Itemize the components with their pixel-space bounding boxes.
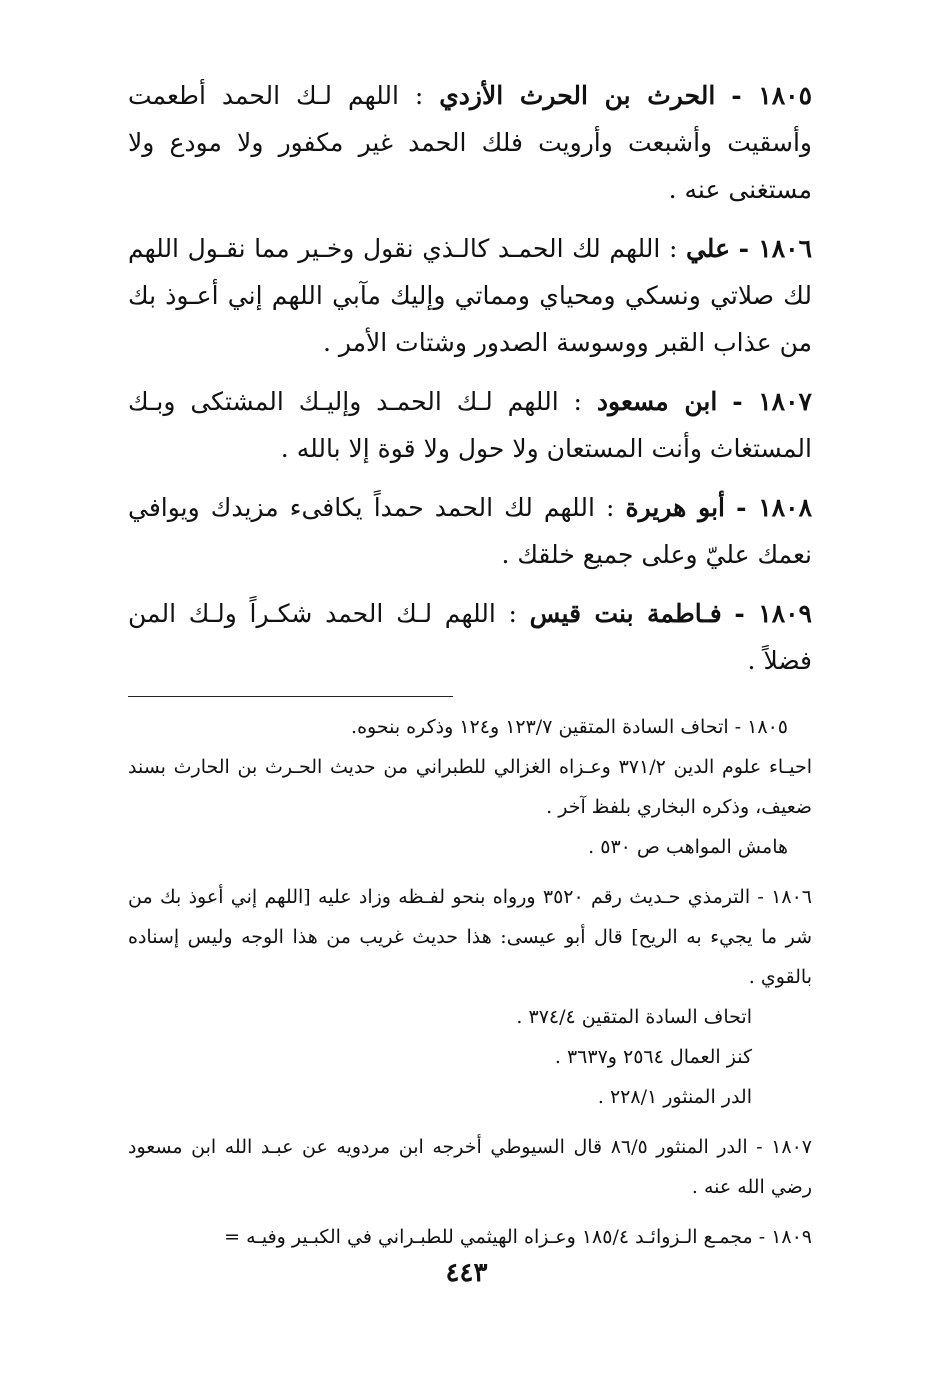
entry-narrator: علي: [685, 234, 730, 263]
entry-1807: [128, 378, 812, 472]
page-content: [128, 72, 812, 1267]
entry-text: : اللهم لـك الحمد أطعمت وأسقيت وأشبعت وأرويت فلك الحمد غير مكفور ولا مودع ولا مستغنى عنه .: [128, 81, 812, 204]
entry-1806: [128, 225, 812, 366]
footnote-line: الدر المنثور ٢٢٨/١ .: [597, 1086, 752, 1108]
footnote-line: ١٨٠٧ - الدر المنثور ٨٦/٥ قال السيوطي أخرجه ابن مردويه عن عبـد الله ابن مسعود رضي الله عنه .: [128, 1136, 812, 1198]
footnote-1806: [128, 877, 812, 1117]
footnote-line: اتحاف السادة المتقين ٣٧٤/٤ .: [516, 1006, 752, 1028]
entry-narrator: أبو هريرة: [625, 493, 725, 522]
footnote-line: ١٨٠٩ - مجمـع الـزوائـد ١٨٥/٤ وعـزاه الهيثمي للطبـراني في الكبـير وفيـه =: [224, 1226, 812, 1248]
footnote-line: احيـاء علوم الدين ٣٧١/٢ وعـزاه الغزالي للطبراني من حديث الحـرث بن الحارث بسند ضعيف، وذكره البخاري بلفظ آخر .: [128, 756, 812, 818]
entry-1808: [128, 484, 812, 578]
entry-narrator: فـاطمة بنت قيس: [529, 599, 722, 628]
footnote-line: هامش المواهب ص ٥٣٠ .: [588, 836, 788, 858]
entry-text: : اللهم لك الحمـد كالـذي نقول وخـير مما نقـول اللهم لك صلاتي ونسكي ومحياي ومماتي وإليك مآبي اللهم إني أعـوذ بك من عذاب القبر ووسوسة الصدور وشتات الأمر .: [128, 234, 812, 357]
entry-text: : اللهم لـك الحمد شكـراً ولـك المن فضلاً .: [128, 599, 812, 675]
footnotes: [128, 707, 812, 1257]
footnote-1807: [128, 1127, 812, 1207]
entry-1809: [128, 590, 812, 684]
page-number: ٤٤٣: [445, 1258, 488, 1288]
entry-text: : اللهم لـك الحمـد وإليـك المشتكى وبـك المستغاث وأنت المستعان ولا حول ولا قوة إلا بالله .: [128, 387, 812, 463]
footnote-1805: [128, 707, 812, 867]
footnote-line: ١٨٠٦ - الترمذي حـديث رقم ٣٥٢٠ ورواه بنحو لفـظه وزاد عليه [اللهم إني أعوذ بك من شر ما يجيء به الريح] قال أبو عيسى: هذا حديث غريب من هذا الوجه وليس إسناده بالقوي .: [128, 886, 812, 988]
footnote-1809: [128, 1217, 812, 1257]
entry-number: ١٨٠٦ -: [738, 234, 812, 263]
entry-narrator: الحرث بن الحرث الأزدي: [439, 81, 716, 110]
entry-text: : اللهم لك الحمد حمداً يكافىء مزيدك ويوافي نعمك عليّ وعلى جميع خلقك .: [128, 493, 812, 569]
footnote-divider: [128, 696, 453, 697]
entry-number: ١٨٠٩ -: [734, 599, 812, 628]
entry-number: ١٨٠٥ -: [731, 81, 812, 110]
entry-number: ١٨٠٨ -: [736, 493, 812, 522]
footnote-line: كنز العمال ٢٥٦٤ و٣٦٣٧ .: [554, 1046, 752, 1068]
entry-narrator: ابن مسعود: [596, 387, 718, 416]
footnote-line: ١٨٠٥ - اتحاف السادة المتقين ١٢٣/٧ و١٢٤ وذكره بنحوه.: [351, 716, 788, 738]
entry-number: ١٨٠٧ -: [732, 387, 812, 416]
entry-1805: [128, 72, 812, 213]
